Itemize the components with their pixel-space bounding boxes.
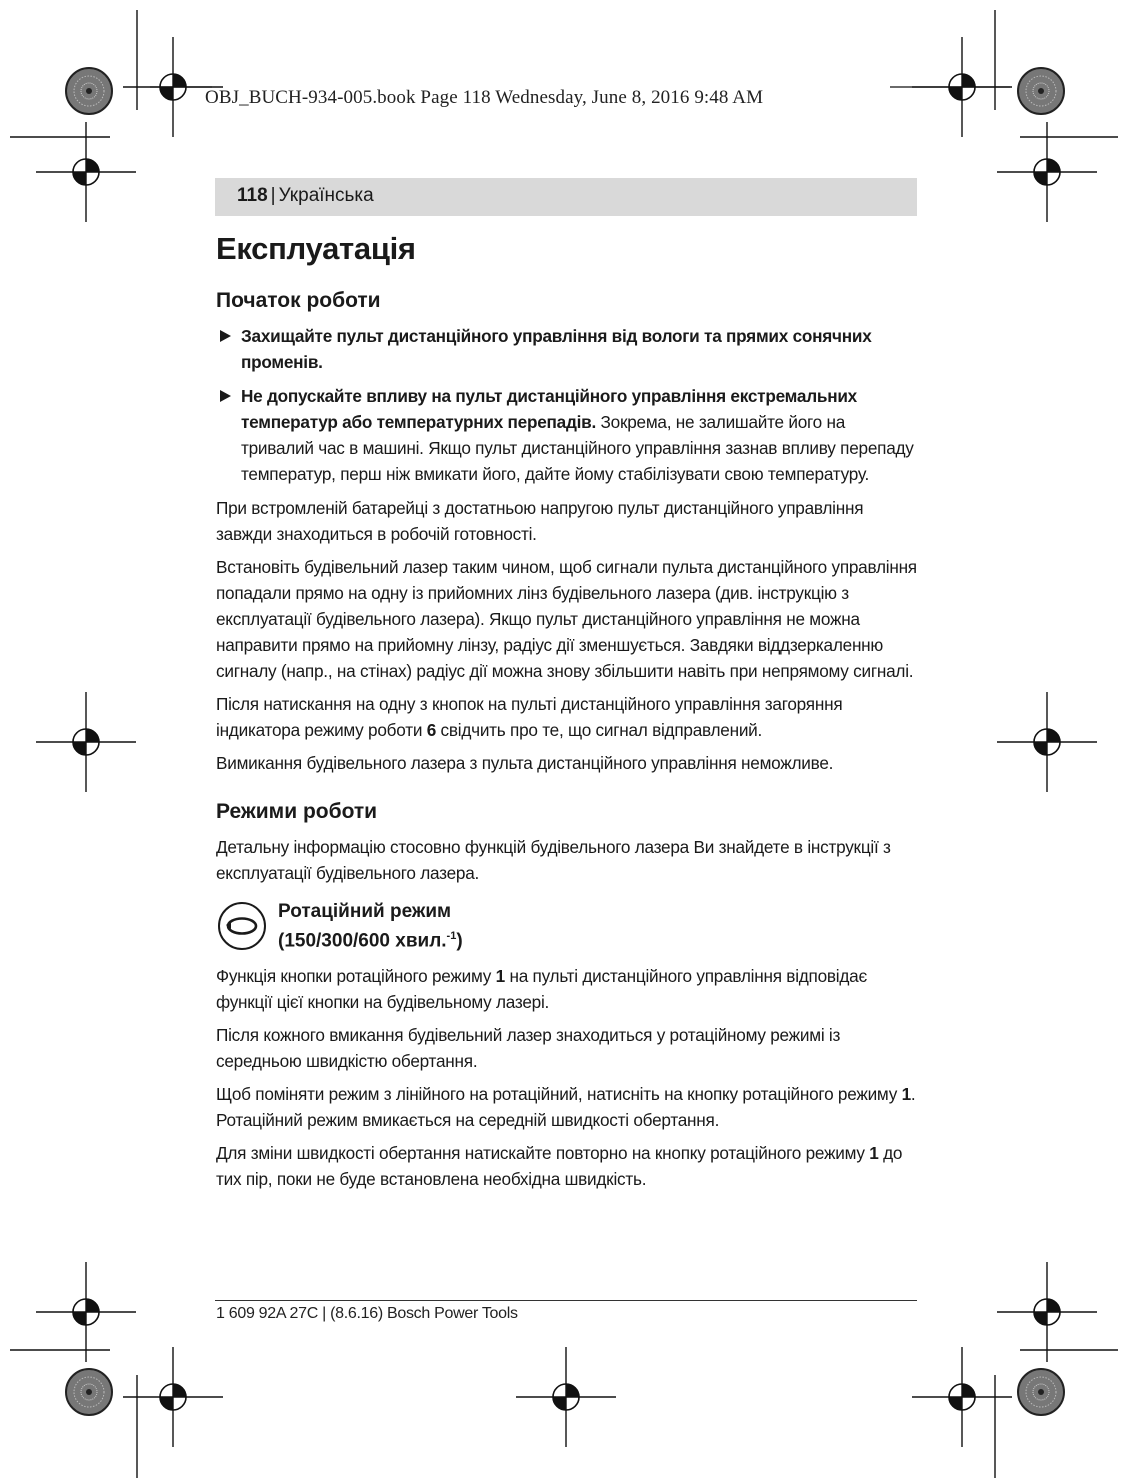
paragraph: Щоб поміняти режим з лінійного на ротаційний, натисніть на кнопку ротаційного режиму 1. Ротаційний режим вмикається на середній швидкості обертання.: [216, 1084, 916, 1131]
footer-rule: [215, 1300, 917, 1301]
rotation-mode-block: [216, 900, 918, 953]
page-number: 118: [237, 185, 268, 206]
page-content: [216, 225, 918, 1199]
rotation-mode-icon: [216, 900, 268, 952]
paragraph: Для зміни швидкості обертання натискайте повторно на кнопку ротаційного режиму 1 до тих пір, поки не буде встановлена необхідна швидкість.: [216, 1143, 903, 1190]
page-header-separator: |: [270, 185, 276, 206]
bullet-triangle-icon: [220, 390, 231, 402]
book-file-header: OBJ_BUCH-934-005.book Page 118 Wednesday, June 8, 2016 9:48 AM: [205, 87, 764, 108]
warning-bullet: [216, 323, 918, 375]
warning-bullet: [216, 383, 918, 487]
paragraph: Встановіть будівельний лазер таким чином, щоб сигнали пульта дистанційного управління попадали прямо на одну із прийомних лінз будівельного лазера (див. інструкцію з експлуатації будівельного лазера). Якщо пульт дистанційного управління не можна направити прямо на прийомну лінзу, радіус дії зменшується. Завдяки віддзеркаленню сигналу (напр., на стінах) радіус дії можна знову збільшити навіть при непрямому сигналі.: [216, 557, 917, 681]
section-heading-start: Початок роботи: [216, 289, 381, 312]
paragraph: Детальну інформацію стосовно функцій будівельного лазера Ви знайдете в інструкції з експлуатації будівельного лазера.: [216, 837, 891, 883]
bullet-text-bold: Не допускайте впливу на пульт дистанційного управління екстремальних температур або температурних перепадів.: [241, 386, 857, 432]
bullet-text: Зокрема, не залишайте його на тривалий час в машині. Якщо пульт дистанційного управління зазнав впливу перепаду температур, перш ніж вмикати його, дайте йому стабілізувати свою температуру.: [241, 412, 914, 484]
page-language: Українська: [278, 185, 374, 206]
section-heading-modes: Режими роботи: [216, 800, 378, 823]
paragraph: Функція кнопки ротаційного режиму 1 на пульті дистанційного управління відповідає функції цієї кнопки на будівельному лазері.: [216, 966, 867, 1013]
bullet-text-bold: Захищайте пульт дистанційного управління від вологи та прямих сонячних променів.: [241, 326, 872, 372]
footer-text: 1 609 92A 27C | (8.6.16) Bosch Power Tools: [216, 1305, 518, 1322]
page-header-band: [215, 178, 917, 216]
paragraph: При встромленій батарейці з достатньою напругою пульт дистанційного управління завжди знаходиться в робочій готовності.: [216, 498, 864, 544]
rotation-mode-title: Ротаційний режим (150/300/600 хвил.$^{-1}$): [278, 901, 463, 952]
page-title: Експлуатація: [216, 231, 416, 266]
paragraph: Після кожного вмикання будівельний лазер знаходиться у ротаційному режимі із середньою швидкістю обертання.: [216, 1025, 841, 1072]
paragraph: Вимикання будівельного лазера з пульта дистанційного управління неможливе.: [216, 753, 834, 773]
paragraph: Після натискання на одну з кнопок на пульті дистанційного управління загоряння індикатора режиму роботи 6 свідчить про те, що сигнал відправлений.: [216, 694, 843, 740]
bullet-triangle-icon: [220, 330, 231, 342]
